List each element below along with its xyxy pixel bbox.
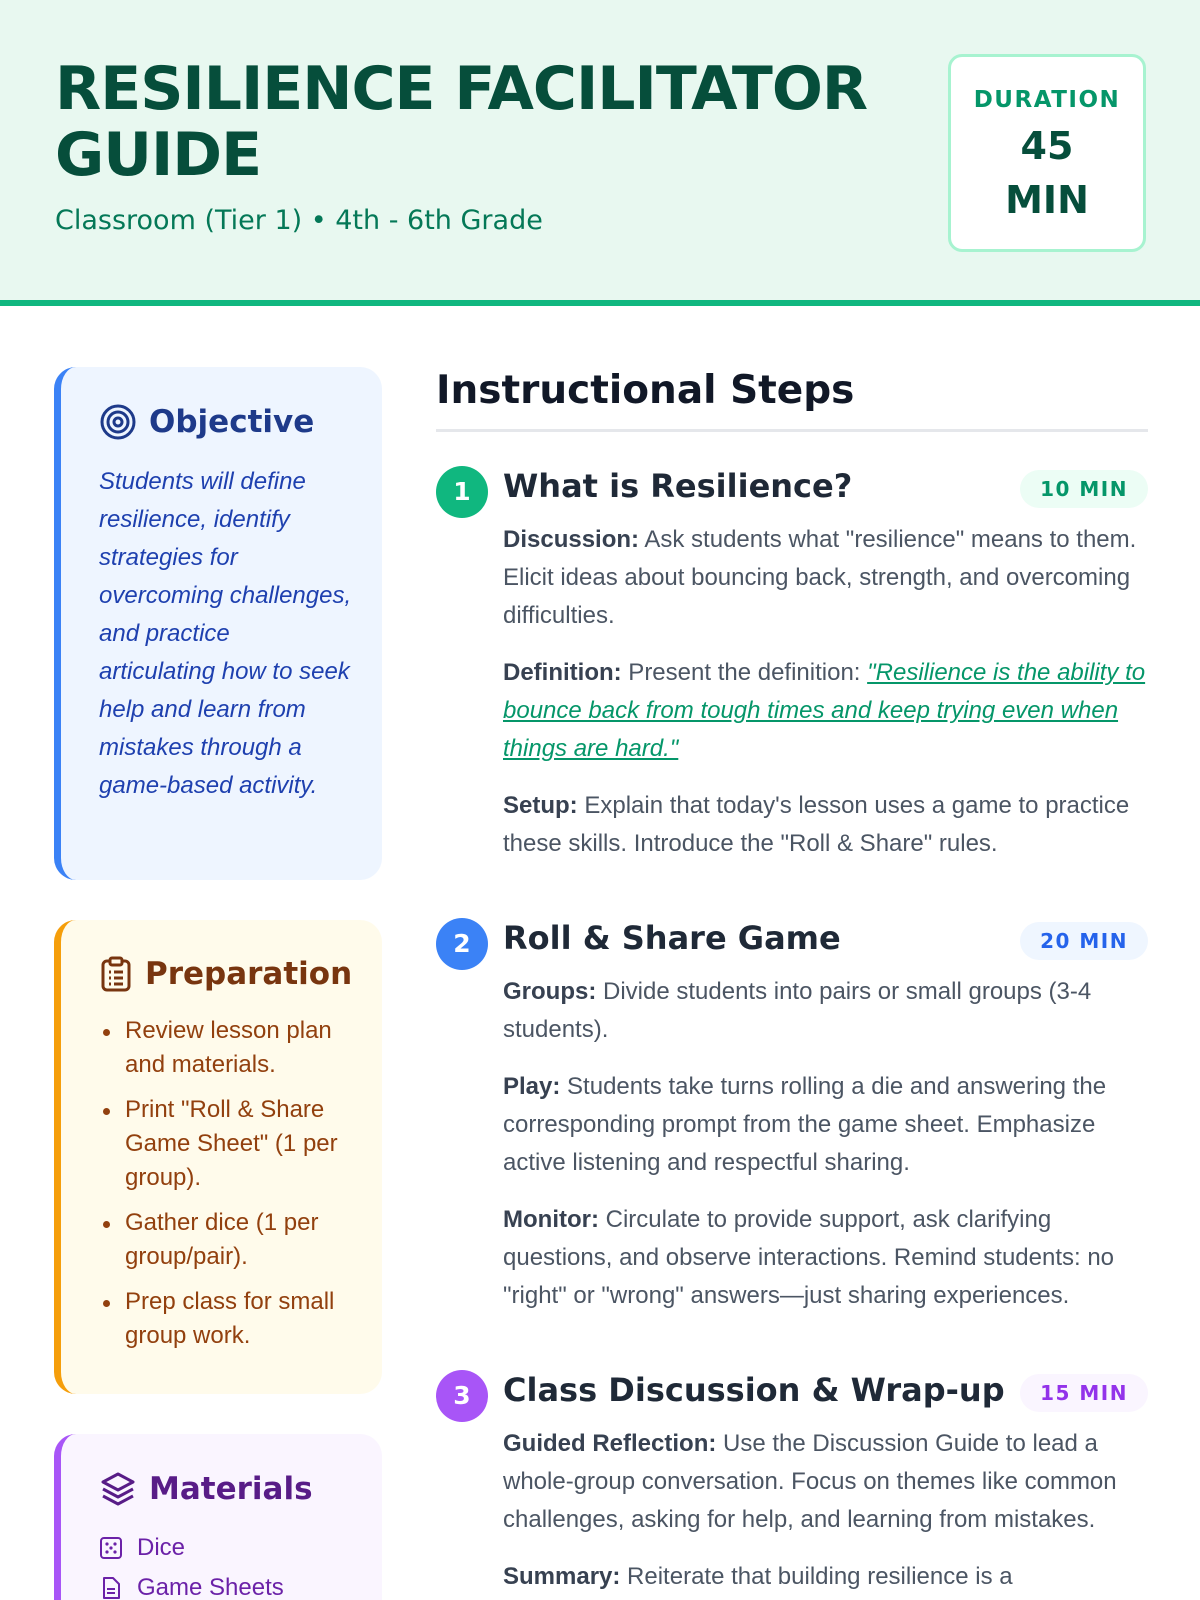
definition-quote: "Resilience is the ability to bounce back from tough times and keep trying even when things are hard." xyxy=(503,659,1146,762)
dice-icon xyxy=(99,1536,123,1560)
objective-card xyxy=(54,367,382,880)
step-body xyxy=(503,973,1148,1334)
paragraph-label: Setup: xyxy=(503,792,578,819)
paragraph-label: Guided Reflection: xyxy=(503,1430,717,1457)
paragraph-text: Circulate to provide support, ask clarifying questions, and observe interactions. Remind students: no "right" or "wrong" answers—just sharing experiences. xyxy=(503,1206,1115,1309)
step-number: 2 xyxy=(436,918,488,970)
page-header xyxy=(0,0,1200,306)
list-item xyxy=(99,1528,358,1568)
objective-heading-text: Objective xyxy=(149,404,315,440)
paragraph-text: Divide students into pairs or small groups (3-4 students). xyxy=(503,978,1092,1043)
paragraph-label: Discussion: xyxy=(503,526,640,553)
section-title: Instructional Steps xyxy=(436,368,1148,432)
paragraph-text: Students take turns rolling a die and answering the corresponding prompt from the game sheet. Emphasize active listening and respectful sharing. xyxy=(503,1073,1107,1176)
step-body xyxy=(503,521,1148,882)
objective-heading xyxy=(99,403,352,441)
list-item: Gather dice (1 per group/pair). xyxy=(99,1206,358,1274)
materials-heading xyxy=(99,1470,358,1508)
material-label: Game Sheets xyxy=(137,1574,284,1600)
preparation-heading-text: Preparation xyxy=(145,956,353,992)
materials-card xyxy=(54,1434,382,1600)
paragraph-label: Definition: xyxy=(503,659,622,686)
step-paragraph xyxy=(503,521,1148,635)
step-paragraph xyxy=(503,973,1148,1049)
materials-heading-text: Materials xyxy=(149,1471,313,1507)
step-title: Roll & Share Game xyxy=(503,919,841,957)
step-time-badge: 10 MIN xyxy=(1020,470,1148,508)
list-item: Review lesson plan and materials. xyxy=(99,1014,358,1082)
materials-list xyxy=(99,1528,358,1600)
step-paragraph xyxy=(503,1558,1148,1596)
step-title: Class Discussion & Wrap-up xyxy=(503,1371,1005,1409)
paragraph-label: Play: xyxy=(503,1073,561,1100)
page-subtitle: Classroom (Tier 1) • 4th - 6th Grade xyxy=(55,205,543,236)
step-paragraph xyxy=(503,787,1148,863)
paragraph-label: Monitor: xyxy=(503,1206,599,1233)
step-body xyxy=(503,1425,1148,1600)
objective-text: Students will define resilience, identify strategies for overcoming challenges, and practice articulating how to seek help and learn from mistakes through a game-based activity. xyxy=(99,468,352,799)
paragraph-text: Ask students what "resilience" means to them. Elicit ideas about bouncing back, strength, and overcoming difficulties. xyxy=(503,526,1137,629)
paragraph-label: Groups: xyxy=(503,978,597,1005)
step-paragraph xyxy=(503,1201,1148,1315)
paragraph-text: Present the definition: xyxy=(621,659,868,686)
material-label: Dice xyxy=(137,1534,186,1561)
list-item: Prep class for small group work. xyxy=(99,1285,358,1353)
document-icon xyxy=(99,1576,123,1600)
duration-value: 45 MIN xyxy=(1005,124,1089,222)
step-number: 1 xyxy=(436,466,488,518)
step-time-badge: 15 MIN xyxy=(1020,1374,1148,1412)
target-icon xyxy=(99,403,137,441)
duration-label: DURATION xyxy=(973,87,1121,113)
page-title: RESILIENCE FACILITATOR GUIDE xyxy=(55,54,868,190)
preparation-card xyxy=(54,920,382,1394)
step-paragraph xyxy=(503,654,1148,768)
list-item: Print "Roll & Share Game Sheet" (1 per group). xyxy=(99,1093,358,1195)
step-paragraph xyxy=(503,1425,1148,1539)
paragraph-text: Reiterate that building resilience is a xyxy=(620,1563,1013,1590)
list-item xyxy=(99,1568,358,1600)
duration-badge xyxy=(948,54,1146,252)
layers-icon xyxy=(99,1470,137,1508)
clipboard-icon xyxy=(99,956,133,992)
preparation-list xyxy=(99,1014,358,1353)
preparation-heading xyxy=(99,956,358,992)
step-paragraph xyxy=(503,1068,1148,1182)
paragraph-label: Summary: xyxy=(503,1563,621,1590)
step-number: 3 xyxy=(436,1370,488,1422)
step-title: What is Resilience? xyxy=(503,467,853,505)
step-time-badge: 20 MIN xyxy=(1020,922,1148,960)
paragraph-text: Explain that today's lesson uses a game to practice these skills. Introduce the "Roll & Share" rules. xyxy=(503,792,1130,857)
paragraph-text: Use the Discussion Guide to lead a whole-group conversation. Focus on themes like common challenges, asking for help, and learning from mistakes. xyxy=(503,1430,1117,1533)
